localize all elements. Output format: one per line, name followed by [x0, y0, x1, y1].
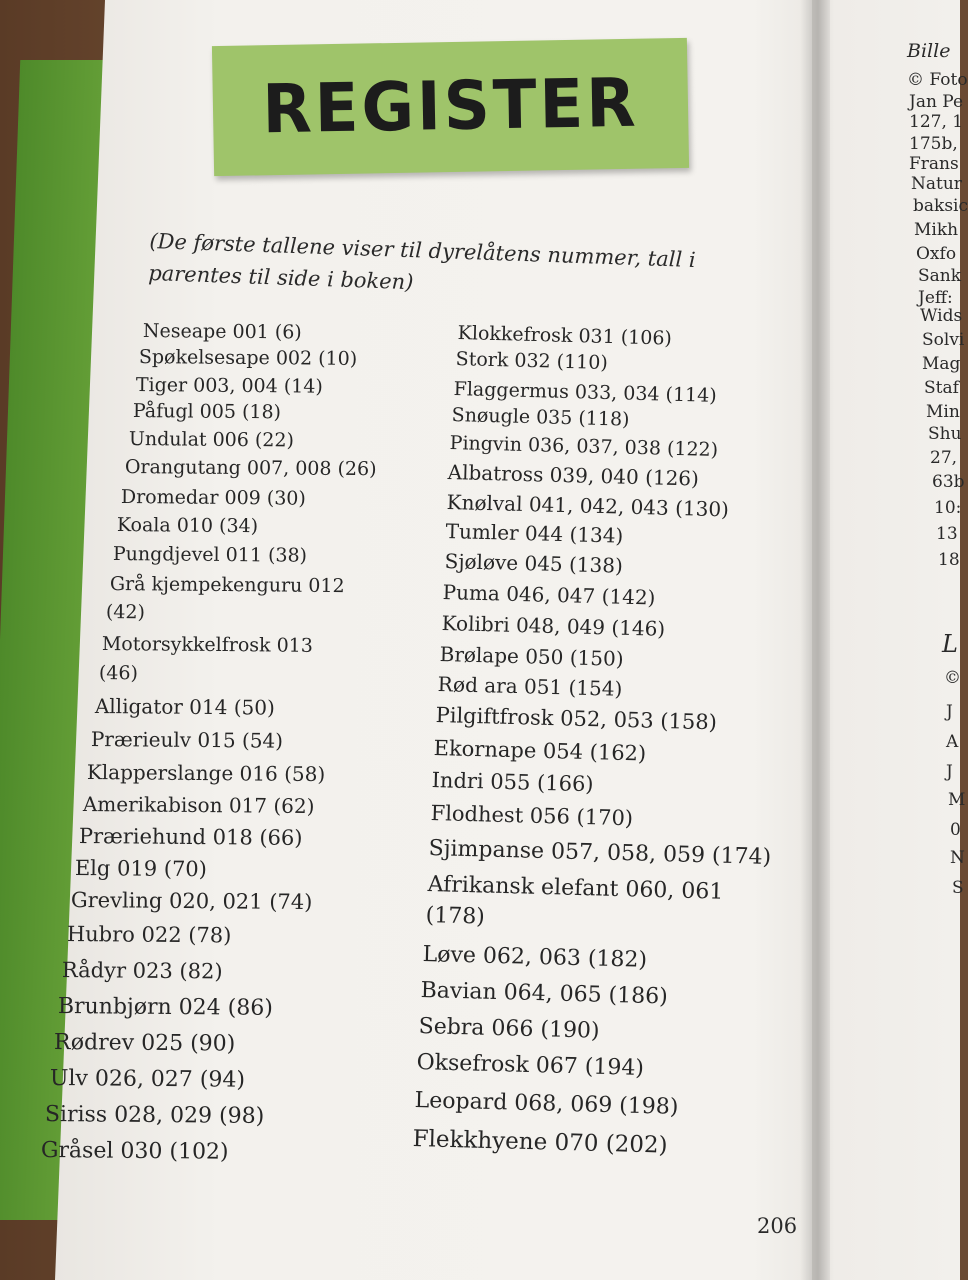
- index-entry: Præriehund 018 (66): [78, 824, 303, 850]
- index-entry: Amerikabison 017 (62): [82, 792, 315, 819]
- intro-note: (De første tallene viser til dyrelåtens nummer, tall i parentes til side i boken): [147, 228, 696, 295]
- index-entry: Siriss 028, 029 (98): [44, 1102, 265, 1129]
- right-page-fragment: Solvi: [922, 330, 965, 350]
- index-entry: Brølape 050 (150): [439, 642, 624, 671]
- index-entry: Sebra 066 (190): [418, 1014, 600, 1044]
- right-page-fragment: 27,: [930, 448, 958, 468]
- right-page: [812, 0, 968, 1280]
- right-page-fragment: Jeff:: [918, 288, 953, 308]
- index-entry: Rød ara 051 (154): [437, 672, 623, 701]
- index-entry: Elg 019 (70): [74, 856, 208, 882]
- right-page-fragment: Sank: [918, 266, 962, 286]
- spine-shadow: [800, 0, 830, 1280]
- right-page-fragment: N: [950, 848, 965, 868]
- right-page-fragment: 10:: [934, 498, 962, 518]
- index-entry: Undulat 006 (22): [128, 428, 295, 452]
- index-entry: Hubro 022 (78): [66, 922, 232, 948]
- right-page-fragment: Oxfo: [916, 244, 957, 264]
- index-entry: Bavian 064, 065 (186): [420, 978, 669, 1010]
- right-page-fragment: 13: [936, 524, 958, 544]
- right-page-fragment: 0: [950, 820, 961, 840]
- index-entry: Påfugl 005 (18): [132, 400, 282, 424]
- index-entry: Kolibri 048, 049 (146): [441, 611, 666, 641]
- index-entry: Pungdjevel 011 (38): [112, 543, 308, 567]
- right-page-fragment: Mag: [922, 354, 961, 374]
- index-entry: Tiger 003, 004 (14): [135, 374, 323, 398]
- right-page-fragment: Shu: [928, 424, 962, 444]
- right-page-fragment: L: [942, 630, 958, 658]
- right-page-fragment: 63b: [932, 472, 965, 492]
- index-entry: Sjimpanse 057, 058, 059 (174): [428, 836, 772, 870]
- index-entry: Stork 032 (110): [455, 348, 609, 374]
- index-entry: Ulv 026, 027 (94): [49, 1066, 246, 1093]
- index-entry: Oksefrosk 067 (194): [416, 1050, 645, 1081]
- right-page-fragment: Wids: [920, 306, 963, 326]
- right-page-fragment: ©: [944, 668, 961, 688]
- index-entry: Rådyr 023 (82): [61, 958, 223, 984]
- right-page-fragment: J: [946, 762, 953, 782]
- title-banner: [212, 38, 689, 176]
- index-entry: Klapperslange 016 (58): [86, 760, 326, 787]
- right-page-fragment: 127, 1: [909, 112, 964, 132]
- index-entry: Tumler 044 (134): [445, 519, 624, 548]
- index-entry: Afrikansk elefant 060, 061: [427, 872, 724, 905]
- right-page-fragment: Frans: [909, 154, 959, 174]
- right-page-fragment: S: [952, 878, 964, 898]
- index-entry: Løve 062, 063 (182): [422, 942, 648, 973]
- index-entry: Pingvin 036, 037, 038 (122): [449, 432, 719, 462]
- index-entry: Snøugle 035 (118): [451, 404, 630, 431]
- right-page-fragment: Natur: [911, 174, 962, 194]
- page-title: REGISTER: [261, 64, 640, 150]
- index-entry: Flodhest 056 (170): [430, 801, 634, 831]
- index-entry: Albatross 039, 040 (126): [447, 460, 700, 491]
- index-entry: Brunbjørn 024 (86): [57, 994, 273, 1021]
- index-entry: Orangutang 007, 008 (26): [124, 456, 377, 481]
- index-entry: Flekkhyene 070 (202): [412, 1126, 668, 1159]
- index-entry: Alligator 014 (50): [94, 694, 275, 720]
- right-page-fragment: Mikh: [914, 220, 959, 240]
- right-page-fragment: A: [946, 732, 959, 752]
- right-page-fragment: J: [946, 702, 953, 722]
- right-page-fragment: Min: [926, 402, 960, 422]
- right-page-fragment: Bille: [907, 40, 951, 62]
- index-entry: Koala 010 (34): [116, 514, 259, 538]
- index-entry: Flaggermus 033, 034 (114): [453, 378, 717, 407]
- right-page-fragment: baksic: [913, 196, 968, 216]
- index-entry: Klokkefrosk 031 (106): [457, 322, 673, 350]
- index-entry: Leopard 068, 069 (198): [414, 1088, 679, 1120]
- index-entry: Neseape 001 (6): [142, 320, 302, 344]
- right-page-fragment: © Foto: [907, 70, 968, 90]
- index-entry: (42): [105, 601, 146, 624]
- index-entry: Motorsykkelfrosk 013: [101, 633, 314, 657]
- index-entry: Puma 046, 047 (142): [442, 580, 656, 610]
- index-entry: Dromedar 009 (30): [120, 486, 306, 510]
- index-entry: Spøkelsesape 002 (10): [138, 346, 358, 370]
- index-entry: (46): [98, 662, 139, 685]
- index-entry: Ekornape 054 (162): [433, 736, 647, 766]
- right-page-fragment: 175b,: [909, 134, 958, 154]
- right-page-fragment: M: [948, 790, 966, 810]
- right-page-fragment: 18: [938, 550, 960, 570]
- index-entry: Prærieulv 015 (54): [90, 727, 284, 753]
- index-entry: Rødrev 025 (90): [53, 1030, 236, 1057]
- index-entry: Grevling 020, 021 (74): [70, 888, 313, 915]
- index-entry: Sjøløve 045 (138): [444, 549, 624, 578]
- index-entry: Grå kjempekenguru 012: [109, 573, 345, 598]
- right-page-fragment: Staf: [924, 378, 959, 398]
- page-number: 206: [757, 1214, 798, 1238]
- index-entry: (178): [425, 903, 486, 930]
- index-entry: Knølval 041, 042, 043 (130): [446, 490, 730, 522]
- index-entry: Indri 055 (166): [431, 768, 594, 797]
- index-entry: Gråsel 030 (102): [40, 1138, 229, 1165]
- index-entry: Pilgiftfrosk 052, 053 (158): [435, 703, 718, 735]
- right-page-fragment: Jan Pe: [909, 92, 964, 112]
